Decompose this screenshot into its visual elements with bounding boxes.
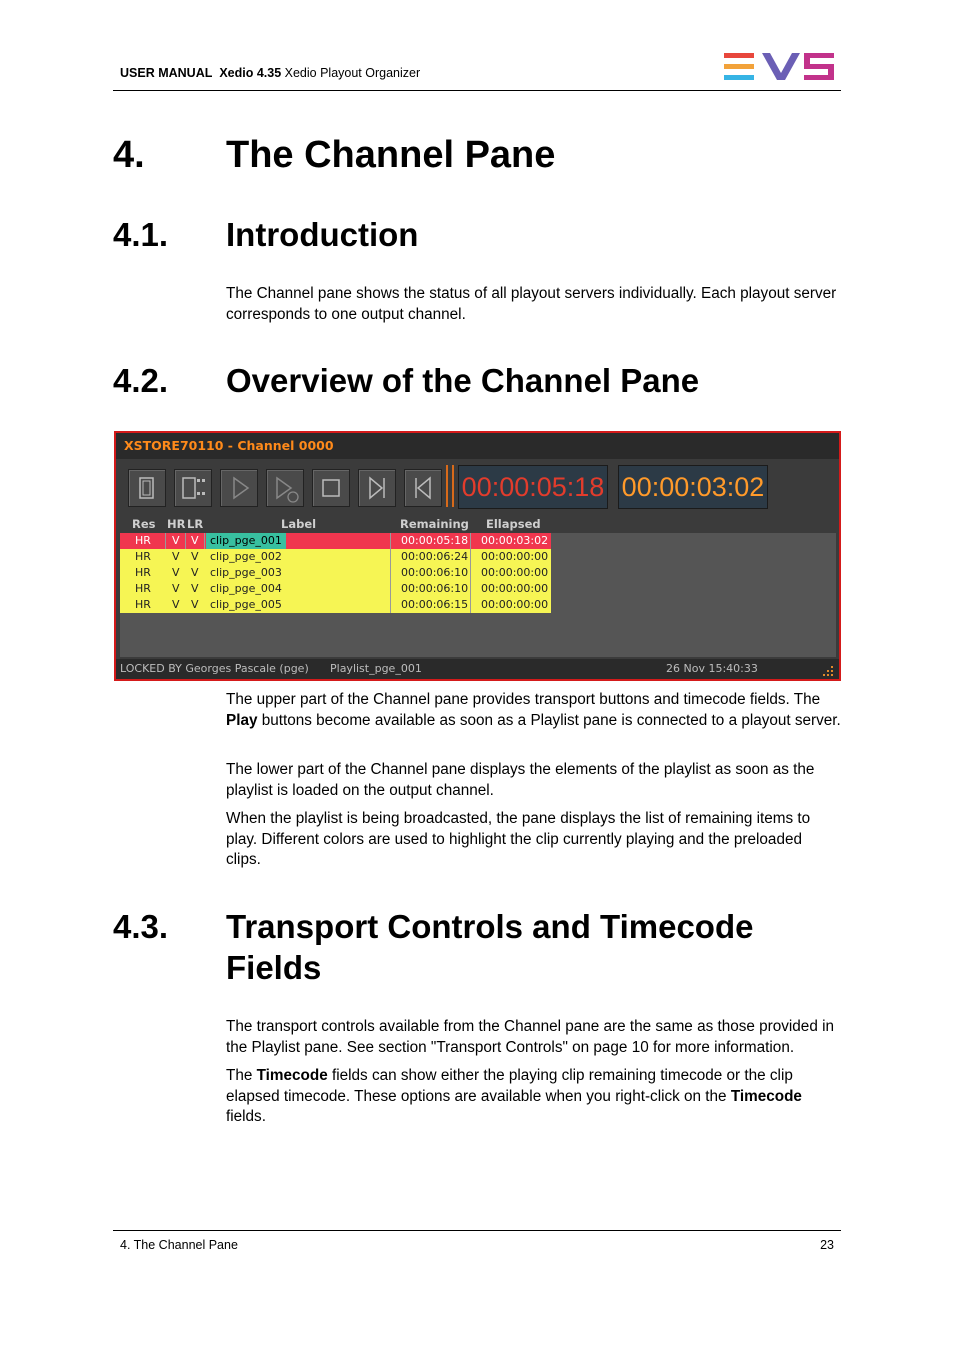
playlist-name-status: Playlist_pge_001: [330, 662, 422, 675]
timecode-term: Timecode: [256, 1067, 328, 1084]
section-title-line-2: Fields: [226, 949, 322, 986]
elapsed-timecode-field[interactable]: 00:00:03:02: [618, 465, 768, 509]
timecode-separator: [452, 465, 454, 507]
timecode-separator: [446, 465, 448, 507]
overview-paragraph-2: The lower part of the Channel pane displays the elements of the playlist as soon as the playlist is loaded on the output channel.: [226, 761, 815, 799]
module-label: Xedio Playout Organizer: [284, 66, 421, 80]
eject-button[interactable]: [128, 469, 166, 507]
play-term: Play: [226, 711, 258, 729]
transport-paragraph-1: The transport controls available from the Channel pane are the same as those provided in the Playlist pane. See section "Transport Controls" on page 10 for more information.: [226, 1018, 834, 1056]
row-label: clip_pge_002: [210, 550, 282, 563]
chapter-number: 4.: [113, 134, 145, 176]
text-span: The: [226, 1067, 257, 1084]
section-number: 4.3.: [113, 908, 169, 945]
row-lr: V: [191, 566, 199, 579]
row-remaining: 00:00:05:18: [401, 534, 469, 547]
cell-divider: [204, 533, 205, 549]
row-elapsed: 00:00:00:00: [481, 566, 549, 579]
skip-previous-button[interactable]: [404, 469, 442, 507]
playlist-row-preloaded[interactable]: [120, 597, 551, 613]
chapter-title: The Channel Pane: [226, 134, 556, 176]
stop-icon: [313, 470, 349, 506]
section-title: Introduction: [226, 216, 419, 253]
transport-paragraph-2: [226, 1066, 841, 1128]
chapter-heading: [0, 134, 954, 180]
intro-paragraph: The Channel pane shows the status of all playout servers individually. Each playout server corresponds to one output channel.: [226, 285, 837, 323]
eject-icon: [129, 470, 165, 506]
row-lr: V: [191, 582, 199, 595]
cell-divider: [390, 533, 391, 549]
column-header-res[interactable]: Res: [132, 517, 156, 531]
column-header-label[interactable]: Label: [281, 517, 317, 531]
footer-chapter: 4. The Channel Pane: [120, 1238, 238, 1252]
section-title-line-1: Transport Controls and Timecode: [226, 908, 754, 945]
cell-divider: [390, 549, 391, 565]
skip-previous-icon: [405, 470, 441, 506]
play-pause-button[interactable]: [266, 469, 304, 507]
row-elapsed: 00:00:03:02: [481, 534, 549, 547]
row-label: clip_pge_003: [210, 566, 282, 579]
playlist-row-preloaded[interactable]: [120, 565, 551, 581]
column-header-remaining[interactable]: Remaining: [400, 517, 469, 531]
row-label: clip_pge_001: [206, 533, 286, 549]
header-divider: [113, 90, 841, 91]
playlist-row-preloaded[interactable]: [120, 581, 551, 597]
footer-divider: [113, 1230, 841, 1231]
row-res: HR: [135, 550, 151, 563]
manual-label: USER MANUAL: [120, 66, 213, 80]
row-remaining: 00:00:06:24: [401, 550, 469, 563]
cell-divider: [390, 581, 391, 597]
cell-divider: [470, 565, 471, 581]
load-icon: [175, 470, 211, 506]
row-hr: V: [172, 550, 180, 563]
row-remaining: 00:00:06:10: [401, 582, 469, 595]
section-heading-overview: [0, 362, 954, 402]
row-elapsed: 00:00:00:00: [481, 550, 549, 563]
row-remaining: 00:00:06:10: [401, 566, 469, 579]
section-title: Overview of the Channel Pane: [226, 362, 700, 399]
locked-by-status: LOCKED BY Georges Pascale (pge): [120, 662, 309, 675]
text-span: The upper part of the Channel pane provides transport buttons and timecode fields. The: [226, 691, 821, 708]
cell-divider: [185, 533, 186, 549]
playlist-row-playing[interactable]: [120, 533, 551, 549]
row-res: HR: [135, 582, 151, 595]
stop-button[interactable]: [312, 469, 350, 507]
row-hr: V: [172, 598, 180, 611]
row-lr: V: [191, 534, 199, 547]
overview-paragraph-1: [226, 690, 841, 731]
play-icon: [221, 470, 257, 506]
column-header-lr[interactable]: LR: [187, 517, 204, 531]
status-bar: [116, 659, 839, 679]
page-number: 23: [820, 1238, 834, 1252]
play-pause-icon: [267, 470, 303, 506]
row-label: clip_pge_004: [210, 582, 282, 595]
running-header: [120, 66, 420, 80]
remaining-timecode-field[interactable]: 00:00:05:18: [458, 465, 608, 509]
play-button[interactable]: [220, 469, 258, 507]
row-res: HR: [135, 566, 151, 579]
product-label: Xedio 4.35: [219, 66, 282, 80]
skip-next-icon: [359, 470, 395, 506]
cell-divider: [470, 549, 471, 565]
channel-pane-screenshot: [114, 431, 841, 681]
overview-paragraph-3: When the playlist is being broadcasted, the pane displays the list of remaining items to play. Different colors are used to highlight the clip currently playing and the preloaded clips.: [226, 810, 811, 868]
cell-divider: [390, 565, 391, 581]
row-elapsed: 00:00:00:00: [481, 582, 549, 595]
cell-divider: [470, 581, 471, 597]
load-button[interactable]: [174, 469, 212, 507]
text-span: fields can show either the playing clip remaining timecode or the clip elapsed timecode. These options are available when you right-click on the: [226, 1067, 793, 1105]
skip-next-button[interactable]: [358, 469, 396, 507]
cell-divider: [470, 533, 471, 549]
row-hr: V: [172, 566, 180, 579]
row-lr: V: [191, 550, 199, 563]
section-heading-transport: [0, 908, 954, 990]
cell-divider: [165, 533, 166, 549]
section-heading-introduction: [0, 216, 954, 256]
row-remaining: 00:00:06:15: [401, 598, 469, 611]
column-header-elapsed[interactable]: Ellapsed: [486, 517, 541, 531]
pane-title: XSTORE70110 - Channel 0000: [124, 438, 334, 453]
timecode-term: Timecode: [730, 1087, 802, 1105]
datetime-status: 26 Nov 15:40:33: [666, 662, 758, 675]
section-number: 4.1.: [113, 216, 169, 253]
row-elapsed: 00:00:00:00: [481, 598, 549, 611]
row-label: clip_pge_005: [210, 598, 282, 611]
row-hr: V: [172, 534, 180, 547]
row-res: HR: [135, 598, 151, 611]
section-number: 4.2.: [113, 362, 169, 399]
column-header-hr[interactable]: HR: [167, 517, 186, 531]
resize-grip-icon[interactable]: [822, 665, 834, 677]
cell-divider: [470, 597, 471, 613]
row-lr: V: [191, 598, 199, 611]
evs-logo: [724, 53, 834, 81]
row-hr: V: [172, 582, 180, 595]
text-span: buttons become available as soon as a Playlist pane is connected to a playout server.: [257, 711, 841, 729]
text-span: fields.: [226, 1108, 266, 1125]
playlist-row-preloaded[interactable]: [120, 549, 551, 565]
cell-divider: [390, 597, 391, 613]
row-res: HR: [135, 534, 151, 547]
